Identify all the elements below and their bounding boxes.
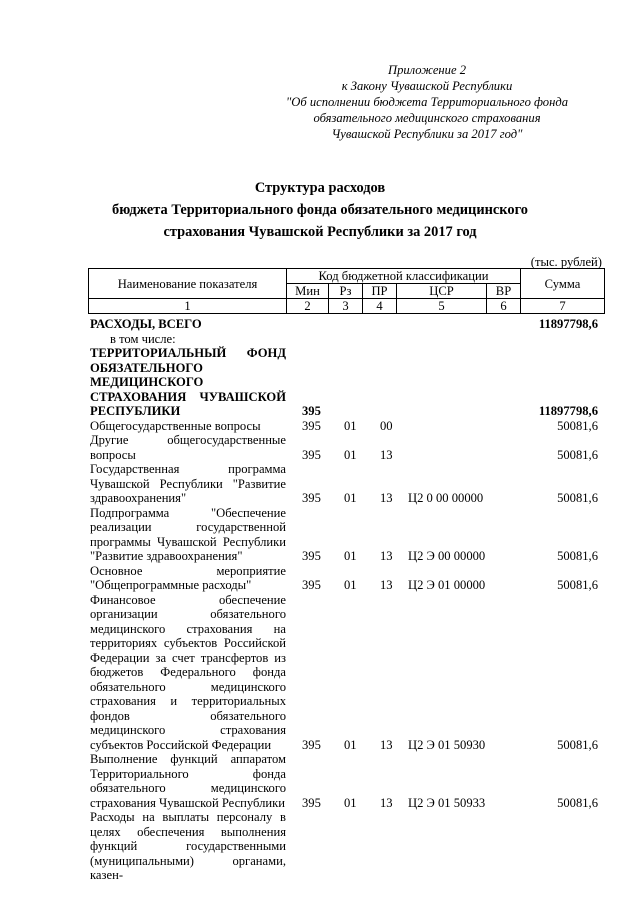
row-csr: Ц2 0 00 00000 [408, 491, 484, 505]
row-pr: 13 [380, 447, 393, 462]
table-row [90, 433, 604, 462]
row-name: Другие общегосударственные вопросы [90, 433, 286, 462]
table-row [90, 752, 604, 810]
table-row [90, 462, 604, 506]
row-pr: 13 [380, 549, 393, 563]
title-line: бюджета Территориального фонда обязательного медицинского [112, 202, 528, 218]
row-name: ТЕРРИТОРИАЛЬНЫЙ ФОНД ОБЯЗАТЕЛЬНОГО МЕДИЦИНСКОГО СТРАХОВАНИЯ ЧУВАШСКОЙ РЕСПУБЛИКИ [90, 346, 286, 418]
row-name: РАСХОДЫ, ВСЕГО [90, 317, 202, 331]
row-name: Государственная программа Чувашской Республики "Развитие здравоохранения" [90, 462, 286, 505]
row-csr: Ц2 Э 01 50933 [408, 795, 486, 810]
row-min: 395 [302, 418, 321, 433]
table-row [90, 332, 604, 347]
table-row [90, 593, 604, 753]
header-rz: Рз [329, 284, 363, 299]
row-csr: Ц2 Э 01 50930 [408, 737, 486, 752]
table-row [90, 506, 604, 564]
document-title [40, 177, 600, 243]
row-name: Общегосударственные вопросы [90, 418, 261, 433]
row-pr: 13 [380, 795, 393, 810]
row-min: 395 [302, 404, 321, 418]
row-rz: 01 [344, 491, 357, 505]
row-pr: 13 [380, 737, 393, 752]
col-number: 6 [487, 299, 521, 314]
row-min: 395 [302, 795, 321, 810]
row-sum: 50081,6 [557, 549, 598, 563]
row-sum: 50081,6 [557, 578, 598, 592]
row-sum: 50081,6 [557, 737, 598, 752]
col-number: 4 [363, 299, 397, 314]
row-rz: 01 [344, 447, 357, 462]
row-csr: Ц2 Э 00 00000 [408, 549, 486, 563]
row-name: Расходы на выплаты персоналу в целях обеспечения выполнения функций государственными (муниципальными) органами, казен- [90, 810, 286, 882]
row-csr: Ц2 Э 01 00000 [408, 578, 486, 592]
appendix-note [262, 62, 592, 142]
header-csr: ЦСР [397, 284, 487, 299]
row-sum: 50081,6 [557, 418, 598, 433]
row-rz: 01 [344, 578, 357, 592]
row-pr: 13 [380, 491, 393, 505]
row-sum: 11897798,6 [538, 317, 598, 331]
row-sum: 50081,6 [557, 447, 598, 462]
row-name: Финансовое обеспечение организации обязательного медицинского страхования на территориях субъектов Российской Федерации за счет трансфертов из бюджетов Федерального фонда обязательного медицинского страхования и территориальных фондов обязательного медицинского страхования субъектов Российской Федерации [90, 592, 286, 752]
table-body [90, 317, 604, 883]
header-name: Наименование показателя [89, 269, 287, 299]
table-row [90, 317, 604, 332]
table-row [90, 419, 604, 434]
row-rz: 01 [344, 795, 357, 810]
row-min: 395 [302, 447, 321, 462]
row-sum: 50081,6 [557, 491, 598, 505]
col-number: 7 [521, 299, 605, 314]
header-pr: ПР [363, 284, 397, 299]
row-min: 395 [302, 549, 321, 563]
header-classification: Код бюджетной классификации [287, 269, 521, 284]
row-rz: 01 [344, 549, 357, 563]
appendix-line: к Закону Чувашской Республики [341, 79, 513, 93]
col-number: 3 [329, 299, 363, 314]
row-rz: 01 [344, 737, 357, 752]
row-min: 395 [302, 737, 321, 752]
col-number: 1 [89, 299, 287, 314]
table-row [90, 810, 604, 883]
header-sum: Сумма [521, 269, 605, 299]
row-sum: 50081,6 [557, 795, 598, 810]
appendix-line: Приложение 2 [387, 63, 467, 77]
header-min: Мин [287, 284, 329, 299]
row-sum: 11897798,6 [538, 404, 598, 418]
table-header [88, 268, 605, 314]
title-line: страхования Чувашской Республики за 2017 год [163, 224, 477, 240]
col-number: 2 [287, 299, 329, 314]
appendix-line: "Об исполнении бюджета Территориального фонда [285, 95, 569, 109]
header-vr: ВР [487, 284, 521, 299]
appendix-line: обязательного медицинского страхования [313, 111, 541, 125]
row-name: Основное мероприятие "Общепрограммные расходы" [90, 563, 286, 592]
col-number: 5 [397, 299, 487, 314]
row-name: Подпрограмма "Обеспечение реализации государственной программы Чувашской Республики "Развитие здравоохранения" [90, 505, 286, 563]
row-rz: 01 [344, 418, 357, 433]
row-pr: 00 [380, 418, 393, 433]
table-row [90, 346, 604, 419]
row-min: 395 [302, 578, 321, 592]
table-row [90, 564, 604, 593]
row-min: 395 [302, 491, 321, 505]
appendix-line: Чувашской Республики за 2017 год" [331, 127, 523, 141]
row-name: в том числе: [110, 331, 176, 346]
row-name: Выполнение функций аппаратом Территориального фонда обязательного медицинского страхования Чувашской Республики [90, 752, 286, 810]
row-pr: 13 [380, 578, 393, 592]
unit-label: (тыс. рублей) [530, 255, 602, 269]
title-line: Структура расходов [254, 180, 386, 196]
